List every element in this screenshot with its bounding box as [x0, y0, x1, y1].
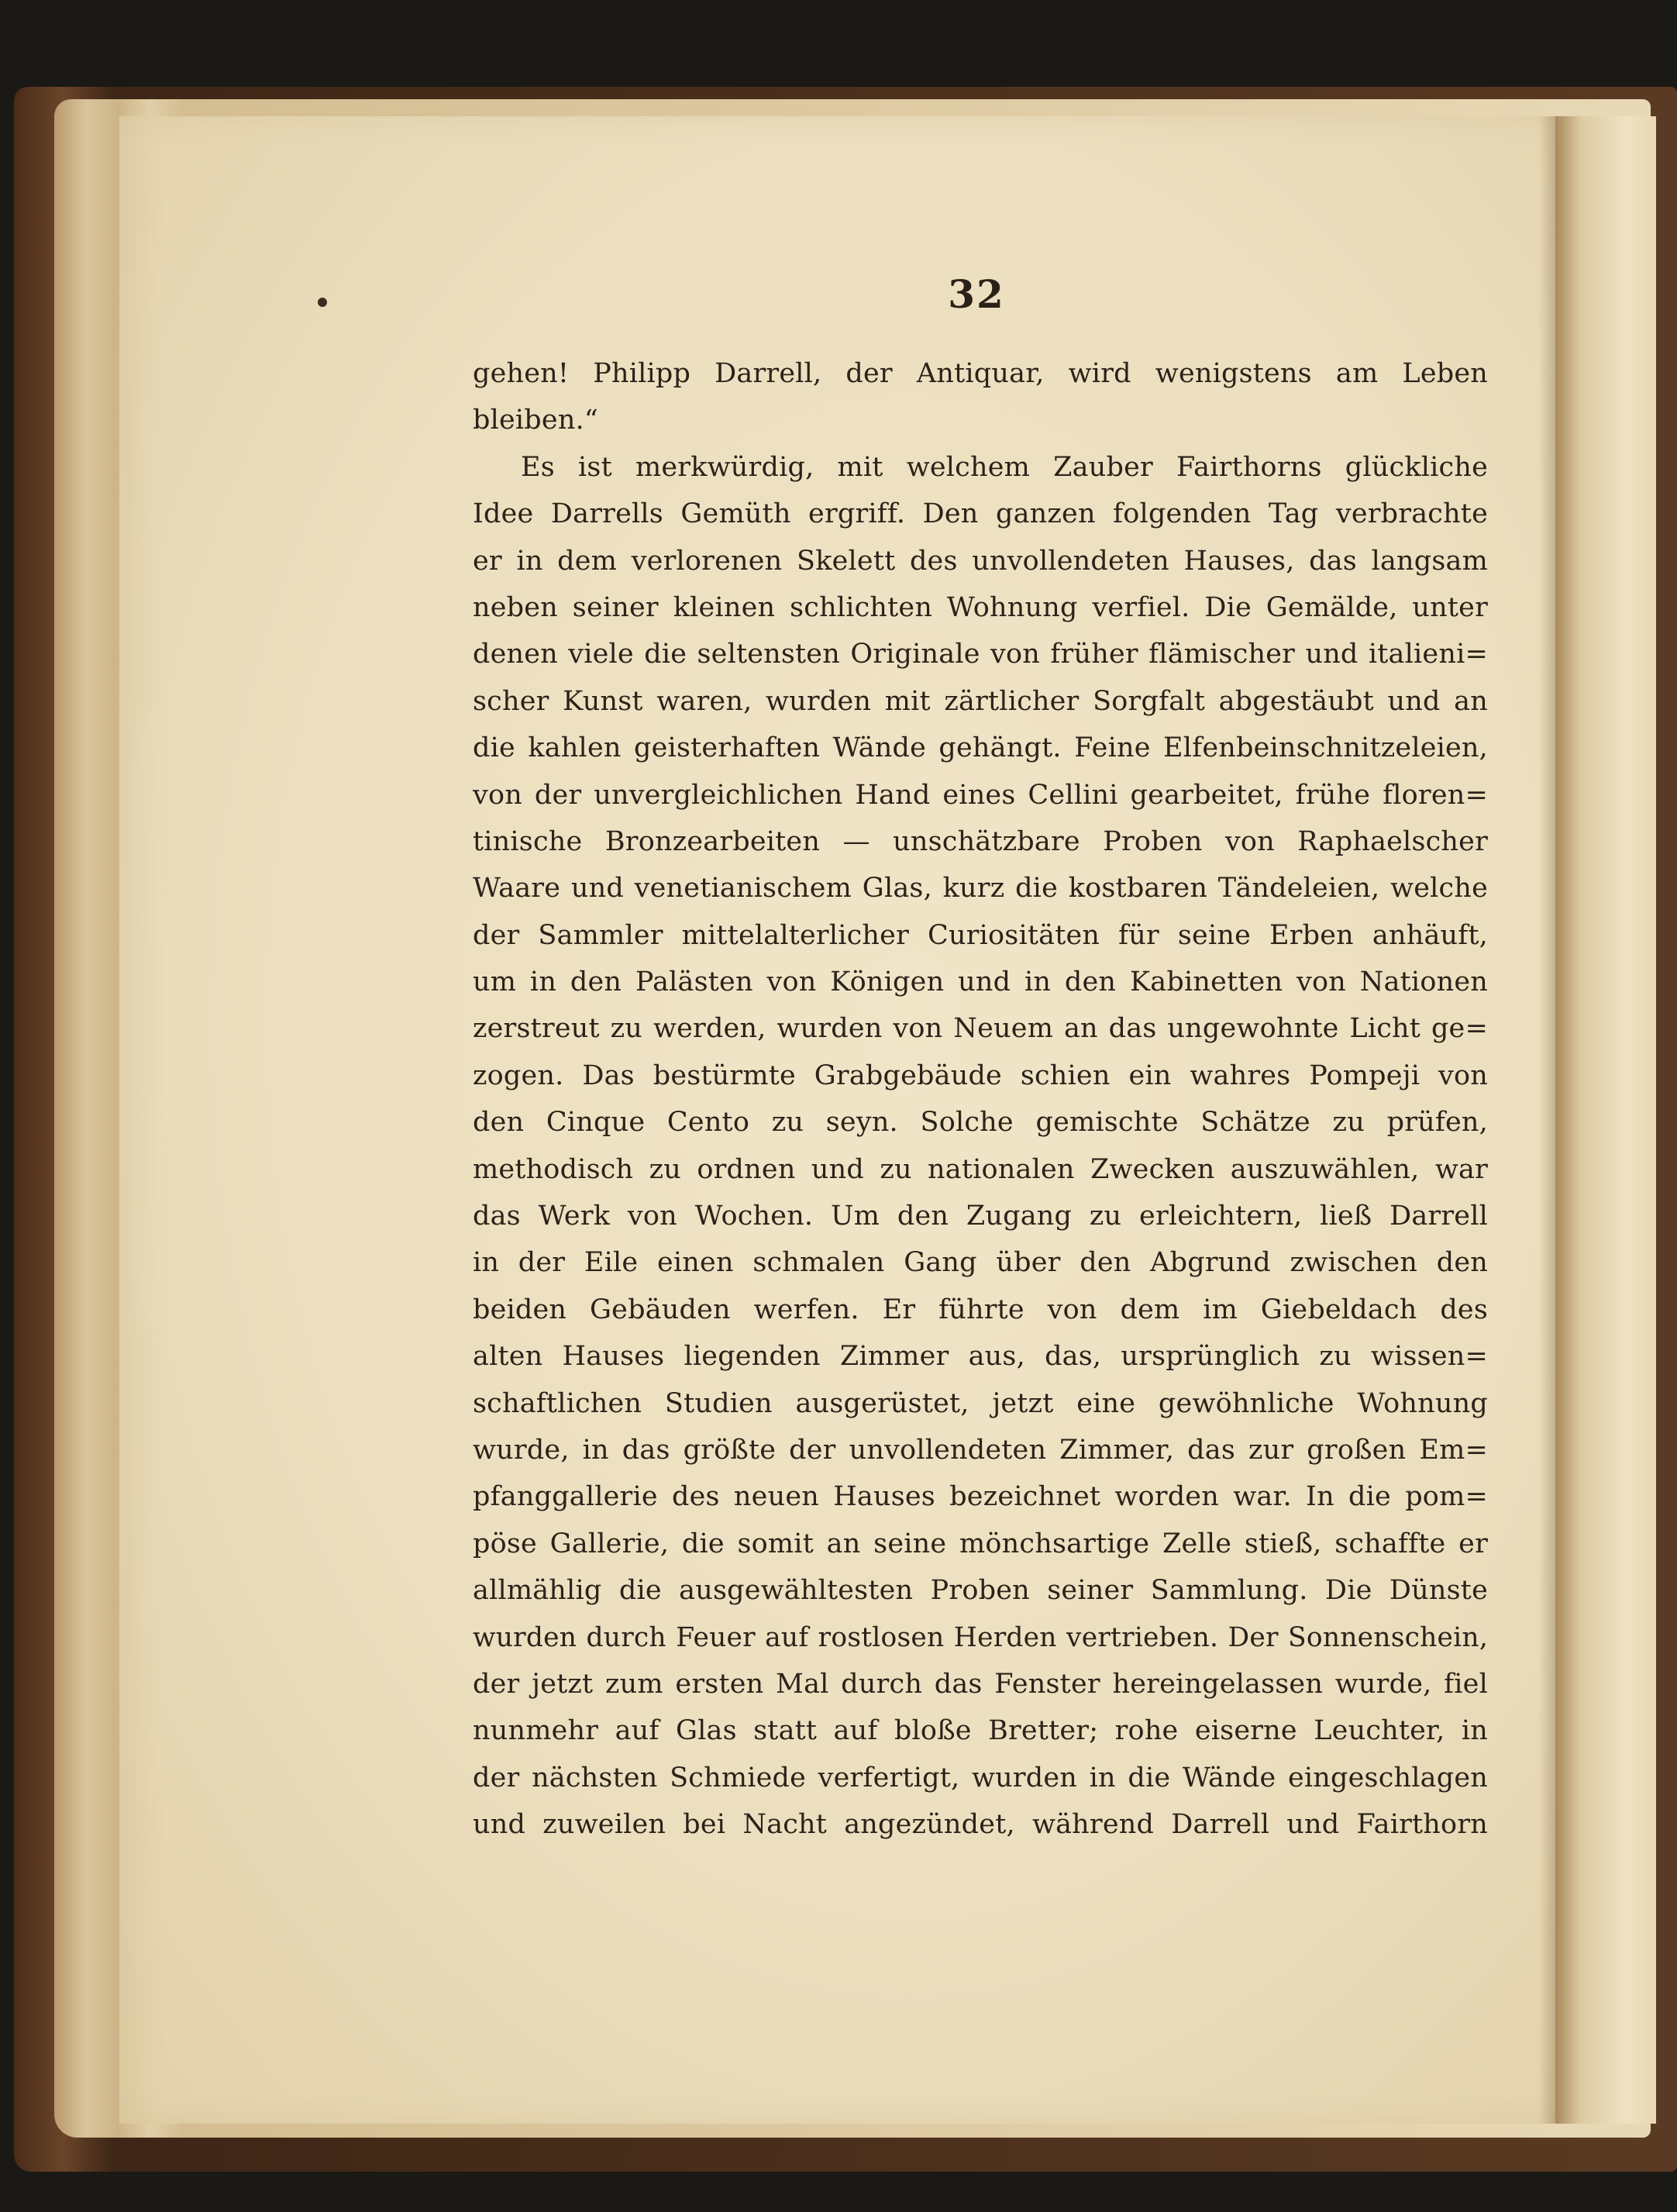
text-line: schaftlichen Studien ausgerüstet, jetzt eine gewöhnliche Wohnung: [473, 1387, 1488, 1419]
text-line: nunmehr auf Glas statt auf bloße Bretter; rohe eiserne Leuchter, in: [473, 1715, 1488, 1747]
text-line: zogen. Das bestürmte Grabgebäude schien ein wahres Pompeji von: [473, 1059, 1488, 1091]
text-line: bleiben.“: [473, 405, 598, 436]
text-line: die kahlen geisterhaften Wände gehängt. Feine Elfenbeinschnitzeleien,: [473, 732, 1488, 764]
text-line: wurden durch Feuer auf rostlosen Herden vertrieben. Der Sonnenschein,: [473, 1621, 1488, 1653]
text-line: neben seiner kleinen schlichten Wohnung verfiel. Die Gemälde, unter: [473, 591, 1488, 623]
facing-page-edge: [1555, 116, 1656, 2124]
text-line: pöse Gallerie, die somit an seine mönchsartige Zelle stieß, schaffte er: [473, 1528, 1488, 1559]
text-line: den Cinque Cento zu seyn. Solche gemischte Schätze zu prüfen,: [473, 1107, 1488, 1139]
text-line: Es ist merkwürdig, mit welchem Zauber Fairthorns glückliche: [521, 451, 1488, 483]
text-line: denen viele die seltensten Originale von früher flämischer und italieni=: [473, 639, 1488, 670]
text-line: das Werk von Wochen. Um den Zugang zu erleichtern, ließ Darrell: [473, 1201, 1488, 1232]
text-line: gehen! Philipp Darrell, der Antiquar, wird wenigstens am Leben: [473, 358, 1488, 389]
text-line: scher Kunst waren, wurden mit zärtlicher Sorgfalt abgestäubt und an: [473, 685, 1488, 717]
body-text: [473, 350, 1488, 1849]
text-line: der jetzt zum ersten Mal durch das Fenster hereingelassen wurde, fiel: [473, 1668, 1488, 1700]
text-line: und zuweilen bei Nacht angezündet, während Darrell und Fairthorn: [473, 1809, 1488, 1841]
text-line: der nächsten Schmiede verfertigt, wurden in die Wände eingeschlagen: [473, 1762, 1488, 1793]
text-line: allmählig die ausgewähltesten Proben seiner Sammlung. Die Dünste: [473, 1575, 1488, 1607]
text-line: Waare und venetianischem Glas, kurz die kostbaren Tändeleien, welche: [473, 873, 1488, 904]
text-line: methodisch zu ordnen und zu nationalen Zwecken auszuwählen, war: [473, 1153, 1488, 1185]
text-line: tinische Bronzearbeiten — unschätzbare Proben von Raphaelscher: [473, 825, 1488, 857]
text-line: zerstreut zu werden, wurden von Neuem an das ungewohnte Licht ge=: [473, 1013, 1488, 1045]
text-line: wurde, in das größte der unvollendeten Zimmer, das zur großen Em=: [473, 1434, 1488, 1466]
text-line: von der unvergleichlichen Hand eines Cellini gearbeitet, frühe floren=: [473, 779, 1488, 811]
text-line: alten Hauses liegenden Zimmer aus, das, ursprünglich zu wissen=: [473, 1341, 1488, 1373]
ink-dot: [318, 298, 327, 307]
text-line: um in den Palästen von Königen und in den Kabinetten von Nationen: [473, 966, 1488, 998]
text-line: Idee Darrells Gemüth ergriff. Den ganzen folgenden Tag verbrachte: [473, 498, 1488, 530]
text-line: der Sammler mittelalterlicher Curiositäten für seine Erben anhäuft,: [473, 919, 1488, 951]
page-number: 32: [948, 271, 1005, 317]
text-line: beiden Gebäuden werfen. Er führte von dem im Giebeldach des: [473, 1294, 1488, 1325]
text-line: er in dem verlorenen Skelett des unvollendeten Hauses, das langsam: [473, 545, 1488, 577]
text-line: in der Eile einen schmalen Gang über den Abgrund zwischen den: [473, 1247, 1488, 1279]
text-line: pfanggallerie des neuen Hauses bezeichnet worden war. In die pom=: [473, 1481, 1488, 1513]
